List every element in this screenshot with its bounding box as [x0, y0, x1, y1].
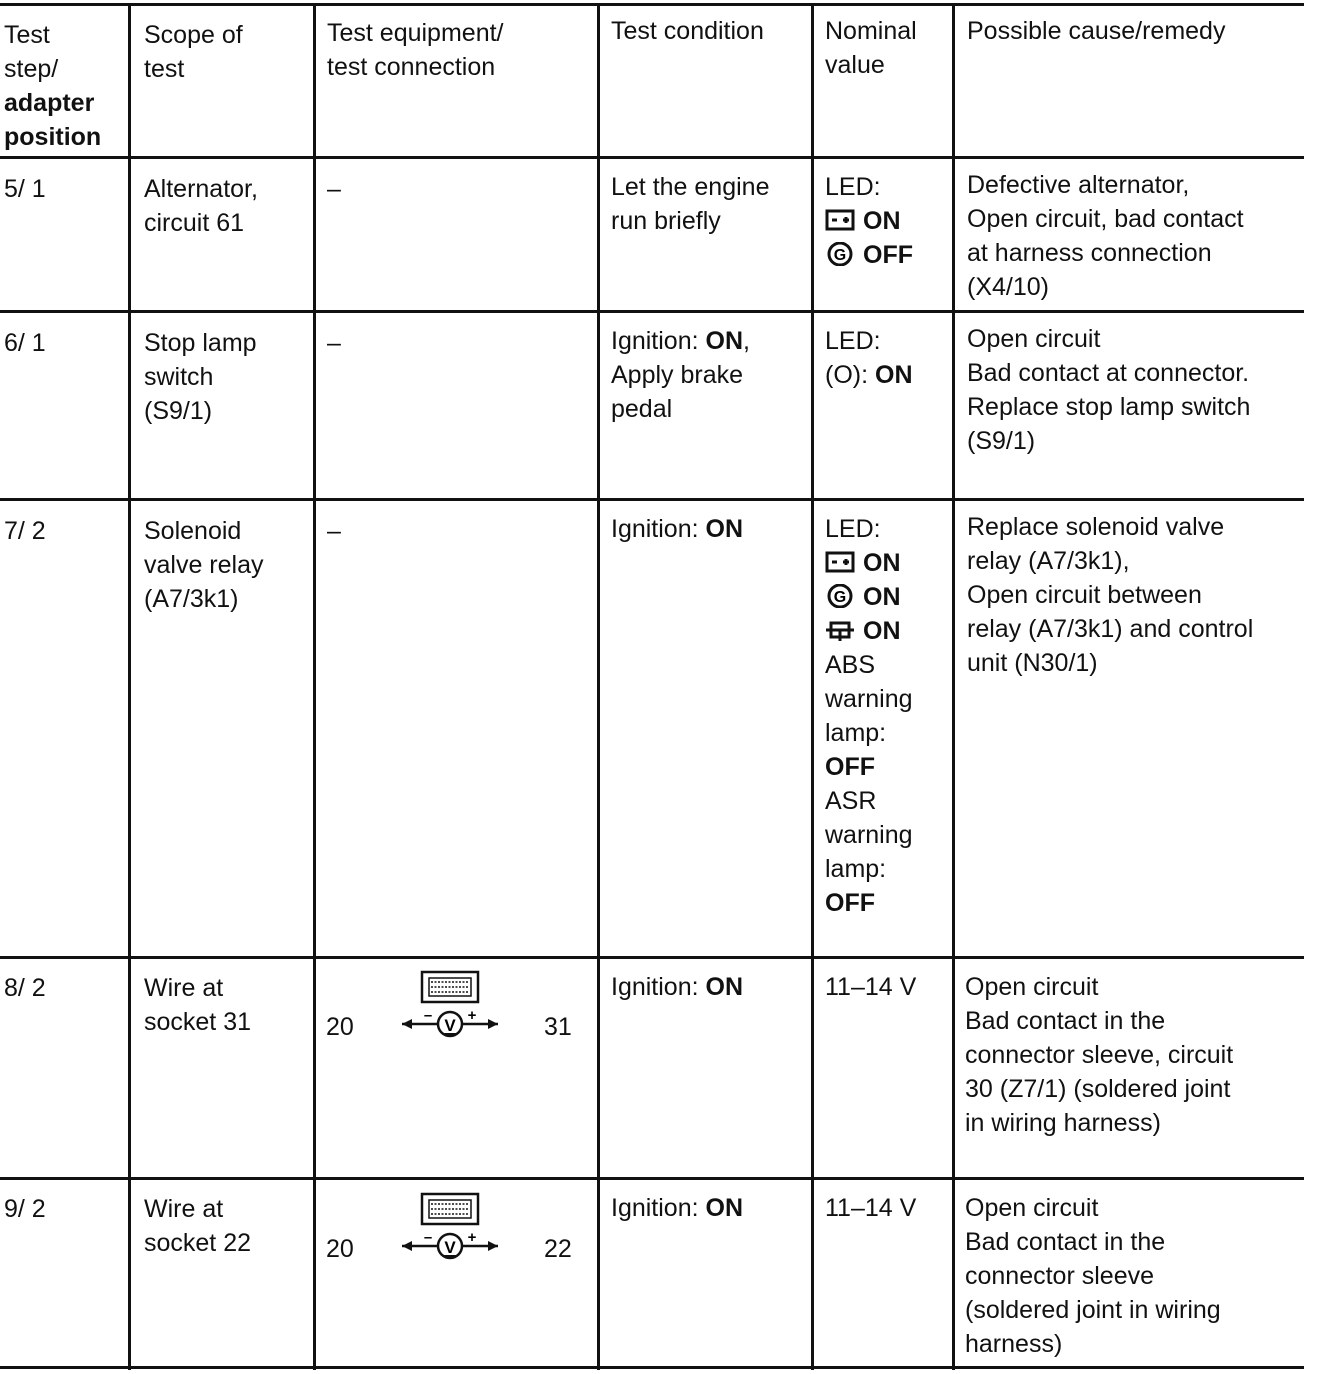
- col-rule-3: [597, 4, 600, 1370]
- voltmeter-symbol: V: [444, 1016, 456, 1035]
- step-value: 8/ 2: [4, 974, 46, 1002]
- scope-line: Alternator,: [144, 175, 258, 203]
- remedy-line: Open circuit, bad contact: [967, 205, 1244, 233]
- asr-lamp-line: lamp:: [825, 855, 887, 883]
- col-rule-4: [811, 4, 814, 1370]
- row8-equipment: [316, 966, 596, 1066]
- row7-step: [4, 514, 46, 548]
- row5-step: [4, 172, 46, 206]
- remedy-line: (soldered joint in wiring: [965, 1296, 1221, 1324]
- remedy-line: Replace solenoid valve: [967, 513, 1225, 541]
- nominal-led-line: [825, 580, 913, 614]
- condition-state: ON: [705, 973, 744, 1001]
- condition-text: Ignition:: [611, 327, 706, 355]
- condition-line: pedal: [611, 395, 673, 423]
- remedy-line: in wiring harness): [965, 1109, 1161, 1137]
- remedy-line: Open circuit between: [967, 581, 1202, 609]
- condition-state: ON: [705, 327, 744, 355]
- step-value: 7/ 2: [4, 517, 46, 545]
- abs-lamp-line: lamp:: [825, 719, 887, 747]
- col-rule-2: [313, 4, 316, 1370]
- row7-scope: [144, 514, 264, 616]
- remedy-line: Replace stop lamp switch: [967, 393, 1251, 421]
- row6-equipment: [327, 326, 341, 360]
- header-step-line: Test: [4, 21, 50, 49]
- remedy-line: connector sleeve: [965, 1262, 1155, 1290]
- row7-equipment: [327, 514, 341, 548]
- row5-condition: [611, 170, 769, 238]
- remedy-line: Open circuit: [967, 325, 1101, 353]
- row9-equipment: [316, 1188, 596, 1288]
- voltmeter-symbol: V: [444, 1238, 456, 1257]
- row8-condition: [611, 970, 743, 1004]
- header-remedy: [967, 14, 1225, 48]
- row5-equipment: [327, 172, 341, 206]
- row6-remedy: [967, 322, 1250, 458]
- minus-sign: –: [423, 1007, 433, 1024]
- row8-nominal: [825, 970, 916, 1004]
- abs-lamp-state: OFF: [825, 753, 875, 781]
- header-equipment-line: Test equipment/: [327, 19, 504, 47]
- scope-line: socket 31: [144, 1008, 252, 1036]
- abs-lamp-line: warning: [825, 685, 913, 713]
- voltmeter-icon: [400, 968, 510, 1038]
- header-scope-line: Scope of: [144, 21, 243, 49]
- scope-line: (A7/3k1): [144, 585, 239, 613]
- nominal-led-line: [825, 546, 913, 580]
- socket-left: 20: [326, 1235, 354, 1263]
- condition-line: [611, 512, 743, 546]
- rule-row-8: [0, 1177, 1304, 1180]
- scope-line: circuit 61: [144, 209, 245, 237]
- condition-line: Apply brake: [611, 361, 744, 389]
- row5-remedy: [967, 168, 1244, 304]
- row9-condition: [611, 1191, 743, 1225]
- rule-top: [0, 3, 1304, 6]
- row7-condition: [611, 512, 743, 546]
- nominal-voltage: 11–14 V: [825, 1194, 917, 1222]
- header-equipment: [327, 16, 504, 84]
- condition-text: Ignition:: [611, 1194, 706, 1222]
- svg-text:G: G: [833, 589, 847, 606]
- condition-line: [611, 324, 750, 358]
- remedy-line: Open circuit: [965, 973, 1099, 1001]
- row6-condition: [611, 324, 750, 426]
- scope-line: socket 22: [144, 1229, 252, 1257]
- condition-text: ,: [743, 327, 750, 355]
- header-nominal-line: Nominal: [825, 17, 917, 45]
- rule-row-6: [0, 498, 1304, 501]
- scope-line: Wire at: [144, 1195, 224, 1223]
- battery-icon: [825, 208, 855, 232]
- header-equipment-line: test connection: [327, 53, 496, 81]
- condition-text: Ignition:: [611, 515, 706, 543]
- remedy-line: Bad contact at connector.: [967, 359, 1250, 387]
- nominal-label: LED:: [825, 173, 881, 201]
- generator-icon: [825, 242, 855, 266]
- remedy-line: harness): [965, 1330, 1063, 1358]
- voltmeter-icon: [400, 1190, 510, 1260]
- remedy-line: Bad contact in the: [965, 1228, 1166, 1256]
- condition-state: ON: [705, 1194, 744, 1222]
- remedy-line: Bad contact in the: [965, 1007, 1166, 1035]
- scope-line: Solenoid: [144, 517, 242, 545]
- rule-bottom: [0, 1366, 1304, 1369]
- remedy-line: (S9/1): [967, 427, 1036, 455]
- rule-row-7: [0, 956, 1304, 959]
- plus-sign: +: [467, 1229, 477, 1246]
- row9-step: [4, 1192, 46, 1226]
- row5-scope: [144, 172, 258, 240]
- header-condition-line: Test condition: [611, 17, 764, 45]
- remedy-line: 30 (Z7/1) (soldered joint: [965, 1075, 1231, 1103]
- step-value: 6/ 1: [4, 329, 46, 357]
- battery-icon: [825, 550, 855, 574]
- row6-step: [4, 326, 46, 360]
- nominal-led-line: [825, 614, 913, 648]
- condition-text: Ignition:: [611, 973, 706, 1001]
- generator-icon: [825, 584, 855, 608]
- scope-line: Stop lamp: [144, 329, 257, 357]
- row9-scope: [144, 1192, 251, 1260]
- row8-remedy: [965, 970, 1233, 1140]
- asr-lamp-line: warning: [825, 821, 913, 849]
- plus-sign: +: [467, 1007, 477, 1024]
- condition-line: Let the engine: [611, 173, 770, 201]
- col-rule-1: [128, 4, 131, 1370]
- row6-scope: [144, 326, 257, 428]
- rule-row-5: [0, 310, 1304, 313]
- condition-line: [611, 1191, 743, 1225]
- nominal-led-line: [825, 238, 913, 272]
- led-state: ON: [875, 361, 913, 389]
- scope-line: switch: [144, 363, 214, 391]
- condition-line: run briefly: [611, 207, 721, 235]
- asr-lamp-line: ASR: [825, 787, 877, 815]
- led-state: ON: [863, 549, 901, 577]
- remedy-line: unit (N30/1): [967, 649, 1098, 677]
- nominal-voltage: 11–14 V: [825, 973, 917, 1001]
- rule-header: [0, 156, 1304, 159]
- condition-state: ON: [705, 515, 744, 543]
- remedy-line: at harness connection: [967, 239, 1212, 267]
- remedy-line: relay (A7/3k1),: [967, 547, 1130, 575]
- header-nominal-line: value: [825, 51, 885, 79]
- remedy-line: Defective alternator,: [967, 171, 1190, 199]
- row6-nominal: [825, 324, 913, 392]
- remedy-line: Open circuit: [965, 1194, 1099, 1222]
- row9-remedy: [965, 1191, 1221, 1361]
- remedy-line: relay (A7/3k1) and control: [967, 615, 1254, 643]
- svg-text:G: G: [833, 247, 847, 264]
- led-state: ON: [863, 583, 901, 611]
- socket-left: 20: [326, 1013, 354, 1041]
- header-step-line: position: [4, 123, 102, 151]
- remedy-line: (X4/10): [967, 273, 1049, 301]
- equipment-dash: –: [327, 517, 341, 545]
- asr-lamp-state: OFF: [825, 889, 875, 917]
- nominal-led-line: [825, 358, 913, 392]
- header-step-line: step/: [4, 55, 59, 83]
- header-remedy-line: Possible cause/remedy: [967, 17, 1226, 45]
- row7-remedy: [967, 510, 1253, 680]
- header-scope-line: test: [144, 55, 185, 83]
- col-rule-5: [952, 4, 955, 1370]
- row8-step: [4, 971, 46, 1005]
- scope-line: valve relay: [144, 551, 264, 579]
- nominal-label: LED:: [825, 515, 881, 543]
- header-condition: [611, 14, 764, 48]
- row8-scope: [144, 971, 251, 1039]
- led-state: ON: [863, 617, 901, 645]
- step-value: 9/ 2: [4, 1195, 46, 1223]
- step-value: 5/ 1: [4, 175, 46, 203]
- nominal-label: LED:: [825, 327, 881, 355]
- scope-line: (S9/1): [144, 397, 213, 425]
- socket-right: 31: [544, 1013, 572, 1041]
- abs-lamp-line: ABS: [825, 651, 876, 679]
- equipment-dash: –: [327, 175, 341, 203]
- nominal-led-line: [825, 204, 913, 238]
- row5-nominal: [825, 170, 913, 272]
- socket-right: 22: [544, 1235, 572, 1263]
- stop-lamp-icon: (O):: [825, 361, 869, 389]
- header-nominal: [825, 14, 917, 82]
- relay-icon: [825, 618, 855, 642]
- remedy-line: connector sleeve, circuit: [965, 1041, 1234, 1069]
- header-step: [4, 18, 101, 154]
- row9-nominal: [825, 1191, 916, 1225]
- scope-line: Wire at: [144, 974, 224, 1002]
- header-step-line: adapter: [4, 89, 95, 117]
- minus-sign: –: [423, 1229, 433, 1246]
- led-state: ON: [863, 207, 901, 235]
- row7-nominal: [825, 512, 913, 920]
- header-scope: [144, 18, 243, 86]
- condition-line: [611, 970, 743, 1004]
- led-state: OFF: [863, 241, 913, 269]
- equipment-dash: –: [327, 329, 341, 357]
